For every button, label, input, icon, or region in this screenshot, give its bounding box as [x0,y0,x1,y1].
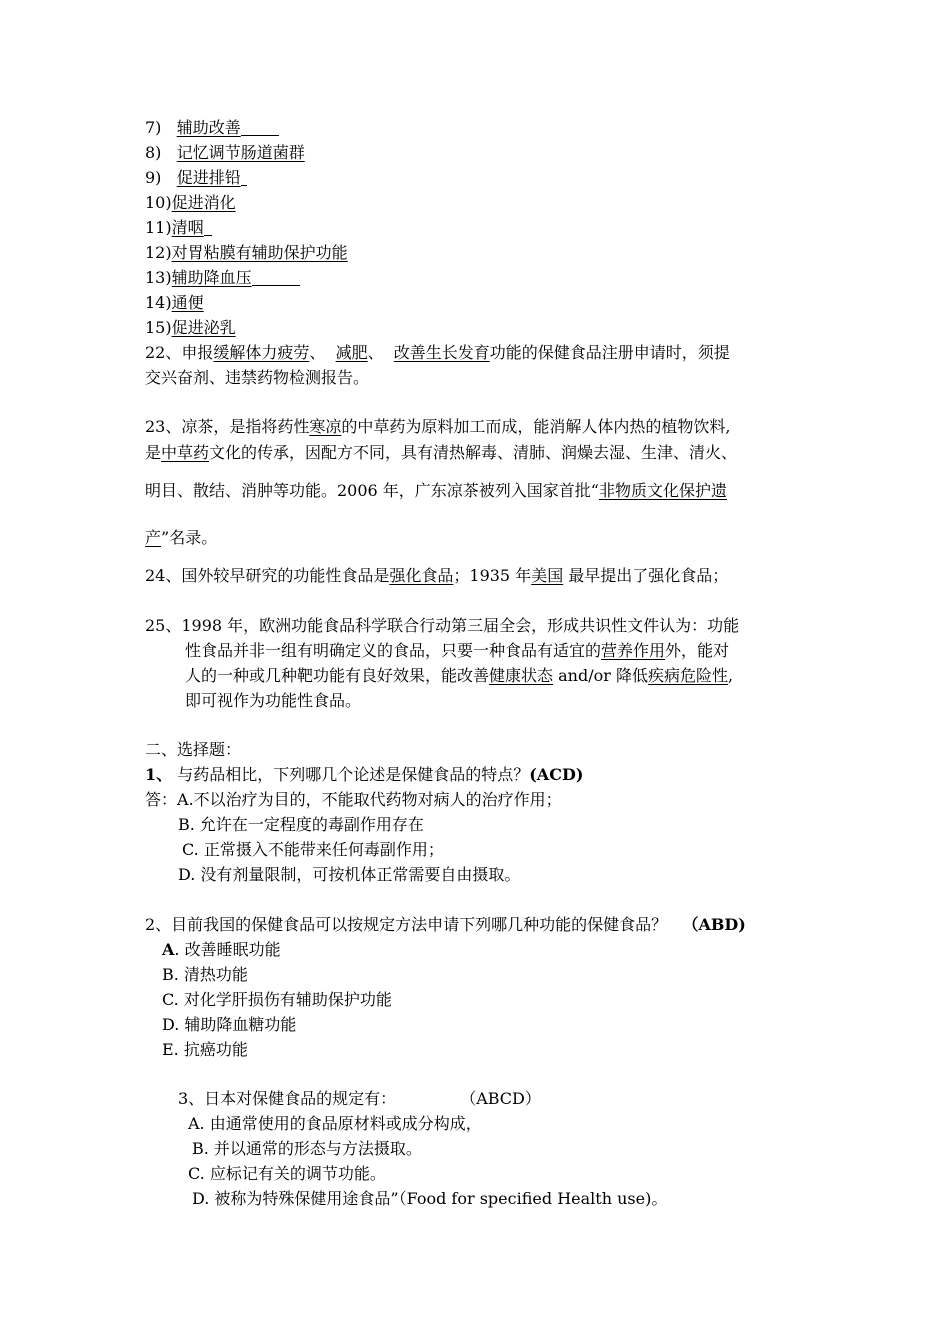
mc1-question: 1、 与药品相比，下列哪几个论述是保健食品的特点？(ACD) [145,765,584,784]
list-item: 11)清咽 [145,218,212,238]
mc2-option: A. 改善睡眠功能 [162,940,281,959]
q23-line1: 23、凉茶，是指将药性寒凉的中草药为原料加工而成，能消解人体内热的植物饮料, [145,417,731,436]
list-item: 13)辅助降血压 [145,268,300,288]
list-item: 15)促进泌乳 [145,318,236,337]
q25-line1: 25、1998 年，欧洲功能食品科学联合行动第三届全会，形成共识性文件认为：功能 [145,616,740,635]
q23-line2: 是中草药文化的传承，因配方不同，具有清热解毒、清肺、润燥去湿、生津、清火、 [145,443,738,462]
list-item: 7) 辅助改善 [145,118,279,138]
mc1-option: B. 允许在一定程度的毒副作用存在 [178,815,424,834]
q22-line1: 22、申报缓解体力疲劳、 减肥、 改善生长发育功能的保健食品注册申请时，须提 [145,343,730,362]
mc2-option: D. 辅助降血糖功能 [162,1015,297,1034]
mc3-option: C. 应标记有关的调节功能。 [188,1164,386,1183]
q25-line3: 人的一种或几种靶功能有良好效果，能改善健康状态 and/or 降低疾病危险性, [185,666,734,685]
q25-line2: 性食品并非一组有明确定义的食品，只要一种食品有适宜的营养作用外，能对 [185,641,730,660]
list-item: 10)促进消化 [145,193,236,212]
q23-line3: 明目、散结、消肿等功能。2006 年，广东凉茶被列入国家首批“非物质文化保护遗 [145,481,728,500]
mc1-option: 答：A.不以治疗为目的，不能取代药物对病人的治疗作用； [145,790,562,809]
mc3-question: 3、日本对保健食品的规定有： （ABCD） [178,1089,541,1108]
q22-line2: 交兴奋剂、违禁药物检测报告。 [145,368,370,387]
mc2-option: B. 清热功能 [162,965,248,984]
mc2-option: C. 对化学肝损伤有辅助保护功能 [162,990,392,1009]
list-item: 14)通便 [145,293,204,312]
list-item: 9) 促进排铅 [145,168,247,188]
mc2-option: E. 抗癌功能 [162,1040,248,1059]
mc3-option: D. 被称为特殊保健用途食品”（Food for specified Health use)。 [192,1189,668,1208]
list-item: 12)对胃粘膜有辅助保护功能 [145,243,348,262]
section-heading: 二、选择题： [145,740,242,759]
q25-line4: 即可视作为功能性食品。 [185,691,362,710]
q23-line4: 产”名录。 [145,528,218,547]
mc1-option: D. 没有剂量限制，可按机体正常需要自由摄取。 [178,865,521,884]
list-item: 8) 记忆调节肠道菌群 [145,143,305,162]
mc1-option: C. 正常摄入不能带来任何毒副作用； [182,840,444,859]
mc3-option: B. 并以通常的形态与方法摄取。 [192,1139,422,1158]
question-24: 24、国外较早研究的功能性食品是强化食品；1935 年美国 最早提出了强化食品； [145,566,729,585]
mc3-option: A. 由通常使用的食品原材料或成分构成， [188,1114,482,1133]
mc2-question: 2、目前我国的保健食品可以按规定方法申请下列哪几种功能的保健食品？ （ABD) [145,915,746,934]
